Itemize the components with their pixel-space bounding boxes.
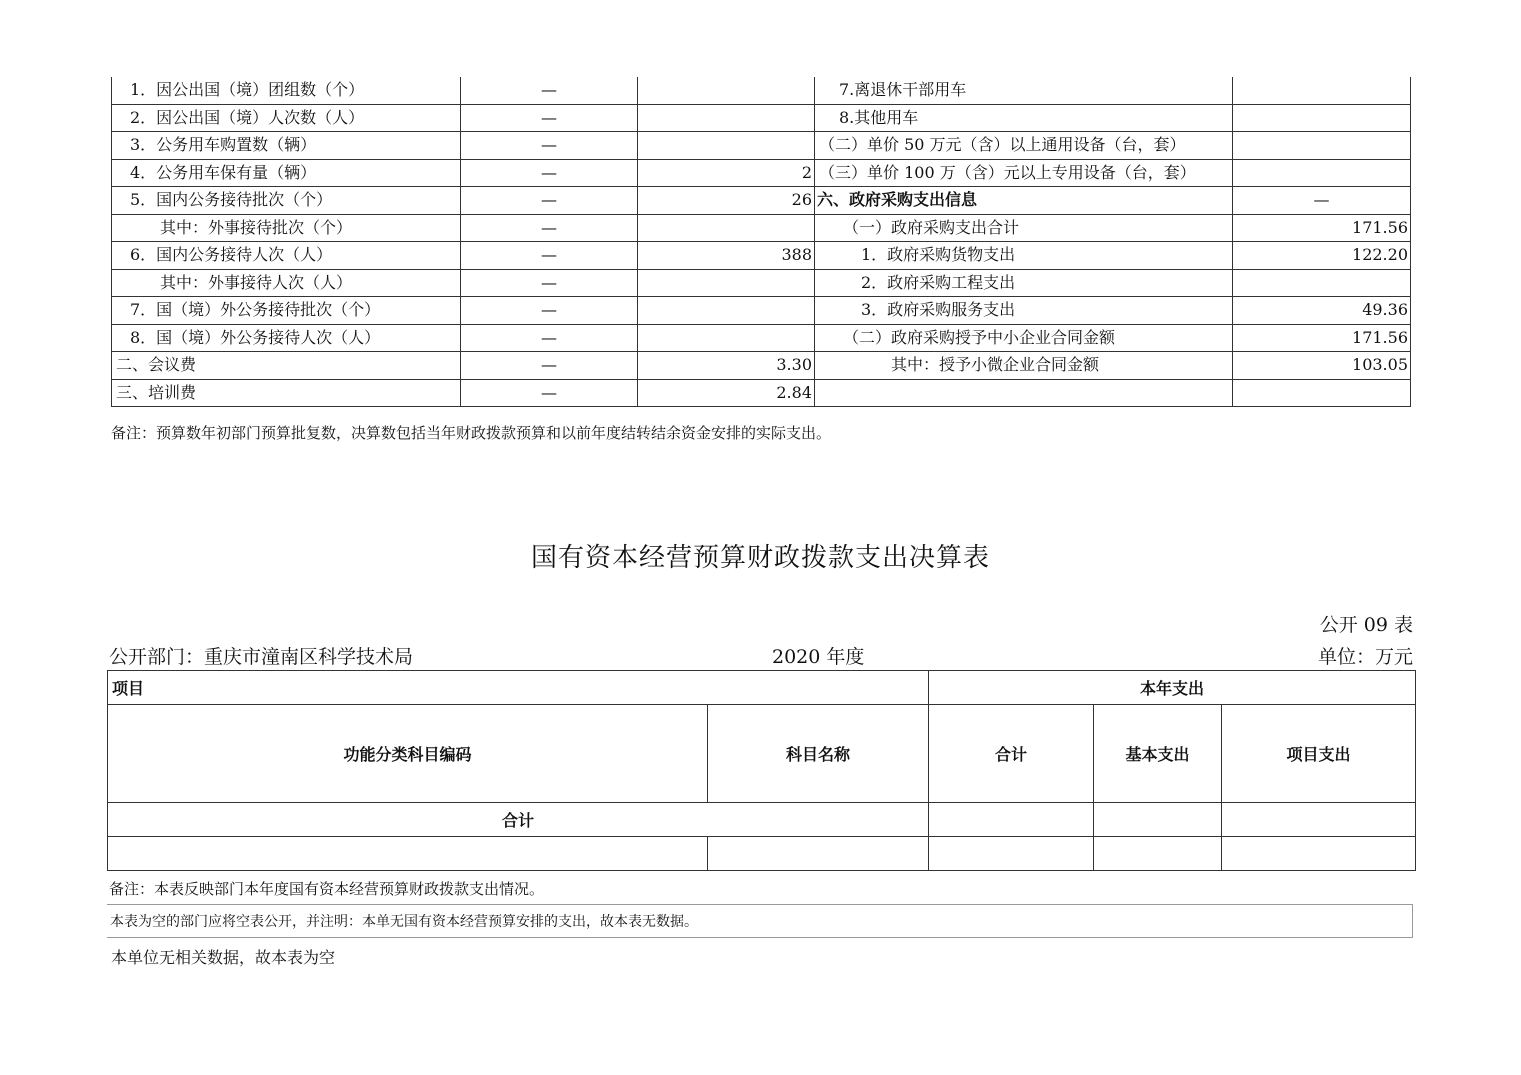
table-row xyxy=(112,297,1411,325)
right-value: 49.36 xyxy=(1233,297,1411,325)
table-row xyxy=(112,159,1411,187)
table-row xyxy=(112,187,1411,215)
col-subject-name: 科目名称 xyxy=(708,705,929,803)
total-cell xyxy=(929,803,1094,837)
right-label: （一）政府采购支出合计 xyxy=(815,214,1233,242)
right-value xyxy=(1233,269,1411,297)
row-label: 三、培训费 xyxy=(112,379,461,407)
row-label: 8．国（境）外公务接待人次（人） xyxy=(112,324,461,352)
actual-cell: 2 xyxy=(638,159,815,187)
actual-cell xyxy=(638,77,815,104)
budget-cell: — xyxy=(461,104,638,132)
row-label: 6．国内公务接待人次（人） xyxy=(112,242,461,270)
actual-cell xyxy=(638,104,815,132)
state-capital-expense-table xyxy=(107,670,1416,871)
table-row xyxy=(112,324,1411,352)
unit-label: 单位：万元 xyxy=(1317,646,1413,668)
empty-cell xyxy=(929,837,1094,871)
actual-cell: 3.30 xyxy=(638,352,815,380)
header-current-year: 本年支出 xyxy=(929,671,1416,705)
total-project-cell xyxy=(1222,803,1416,837)
total-basic-cell xyxy=(1094,803,1222,837)
budget-cell: — xyxy=(461,187,638,215)
budget-cell: — xyxy=(461,352,638,380)
table-number: 公开 09 表 xyxy=(1319,614,1413,636)
budget-cell: — xyxy=(461,77,638,104)
right-value: 122.20 xyxy=(1233,242,1411,270)
table-row xyxy=(112,352,1411,380)
upper-table-note: 备注：预算数年初部门预算批复数，决算数包括当年财政拨款预算和以前年度结转结余资金安排的实际支出。 xyxy=(111,424,832,442)
empty-cell xyxy=(1094,837,1222,871)
col-project-expense: 项目支出 xyxy=(1222,705,1416,803)
col-basic-expense: 基本支出 xyxy=(1094,705,1222,803)
right-label: 1．政府采购货物支出 xyxy=(815,242,1233,270)
department-label: 公开部门：重庆市潼南区科学技术局 xyxy=(109,646,414,668)
row-label: 7．国（境）外公务接待批次（个） xyxy=(112,297,461,325)
right-label: （二）单价 50 万元（含）以上通用设备（台，套） xyxy=(815,132,1233,160)
actual-cell xyxy=(638,132,815,160)
right-label xyxy=(815,379,1233,407)
right-label: 其中：授予小微企业合同金额 xyxy=(815,352,1233,380)
budget-cell: — xyxy=(461,159,638,187)
right-label: 8.其他用车 xyxy=(815,104,1233,132)
actual-cell: 2.84 xyxy=(638,379,815,407)
table-row xyxy=(112,104,1411,132)
col-total: 合计 xyxy=(929,705,1094,803)
total-row-label: 合计 xyxy=(108,803,929,837)
row-label: 1．因公出国（境）团组数（个） xyxy=(112,77,461,104)
row-label: 2．因公出国（境）人次数（人） xyxy=(112,104,461,132)
right-label: （三）单价 100 万（含）元以上专用设备（台，套） xyxy=(815,159,1233,187)
table-row xyxy=(112,269,1411,297)
actual-cell: 388 xyxy=(638,242,815,270)
no-data-note: 本单位无相关数据，故本表为空 xyxy=(111,948,336,967)
budget-cell: — xyxy=(461,379,638,407)
budget-cell: — xyxy=(461,214,638,242)
row-label: 4．公务用车保有量（辆） xyxy=(112,159,461,187)
right-value xyxy=(1233,77,1411,104)
right-value xyxy=(1233,379,1411,407)
budget-cell: — xyxy=(461,132,638,160)
row-label: 二、会议费 xyxy=(112,352,461,380)
row-label: 其中：外事接待人次（人） xyxy=(112,269,461,297)
table-row xyxy=(112,77,1411,104)
row-label: 其中：外事接待批次（个） xyxy=(112,214,461,242)
col-function-code: 功能分类科目编码 xyxy=(108,705,708,803)
table-row xyxy=(112,214,1411,242)
actual-cell: 26 xyxy=(638,187,815,215)
right-label: 六、政府采购支出信息 xyxy=(815,187,1233,215)
empty-cell xyxy=(708,837,929,871)
expense-info-table xyxy=(111,77,1411,407)
right-value xyxy=(1233,104,1411,132)
empty-table-instruction: 本表为空的部门应将空表公开，并注明：本单无国有资本经营预算安排的支出，故本表无数据。 xyxy=(107,904,1413,938)
row-label: 5．国内公务接待批次（个） xyxy=(112,187,461,215)
right-label: 7.离退休干部用车 xyxy=(815,77,1233,104)
budget-cell: — xyxy=(461,269,638,297)
right-value: 103.05 xyxy=(1233,352,1411,380)
row-label: 3．公务用车购置数（辆） xyxy=(112,132,461,160)
budget-cell: — xyxy=(461,297,638,325)
right-value: 171.56 xyxy=(1233,214,1411,242)
table-row xyxy=(112,379,1411,407)
empty-cell xyxy=(108,837,708,871)
header-project: 项目 xyxy=(108,671,929,705)
right-value: — xyxy=(1233,187,1411,215)
actual-cell xyxy=(638,214,815,242)
table-row xyxy=(112,132,1411,160)
budget-cell: — xyxy=(461,242,638,270)
empty-cell xyxy=(1222,837,1416,871)
right-label: （二）政府采购授予中小企业合同金额 xyxy=(815,324,1233,352)
right-label: 3．政府采购服务支出 xyxy=(815,297,1233,325)
budget-cell: — xyxy=(461,324,638,352)
right-value: 171.56 xyxy=(1233,324,1411,352)
actual-cell xyxy=(638,269,815,297)
right-label: 2．政府采购工程支出 xyxy=(815,269,1233,297)
right-value xyxy=(1233,132,1411,160)
right-value xyxy=(1233,159,1411,187)
actual-cell xyxy=(638,297,815,325)
actual-cell xyxy=(638,324,815,352)
table-row xyxy=(112,242,1411,270)
lower-table-note: 备注：本表反映部门本年度国有资本经营预算财政拨款支出情况。 xyxy=(109,880,545,898)
table-title: 国有资本经营预算财政拨款支出决算表 xyxy=(530,543,990,573)
year-label: 2020 年度 xyxy=(772,646,865,668)
